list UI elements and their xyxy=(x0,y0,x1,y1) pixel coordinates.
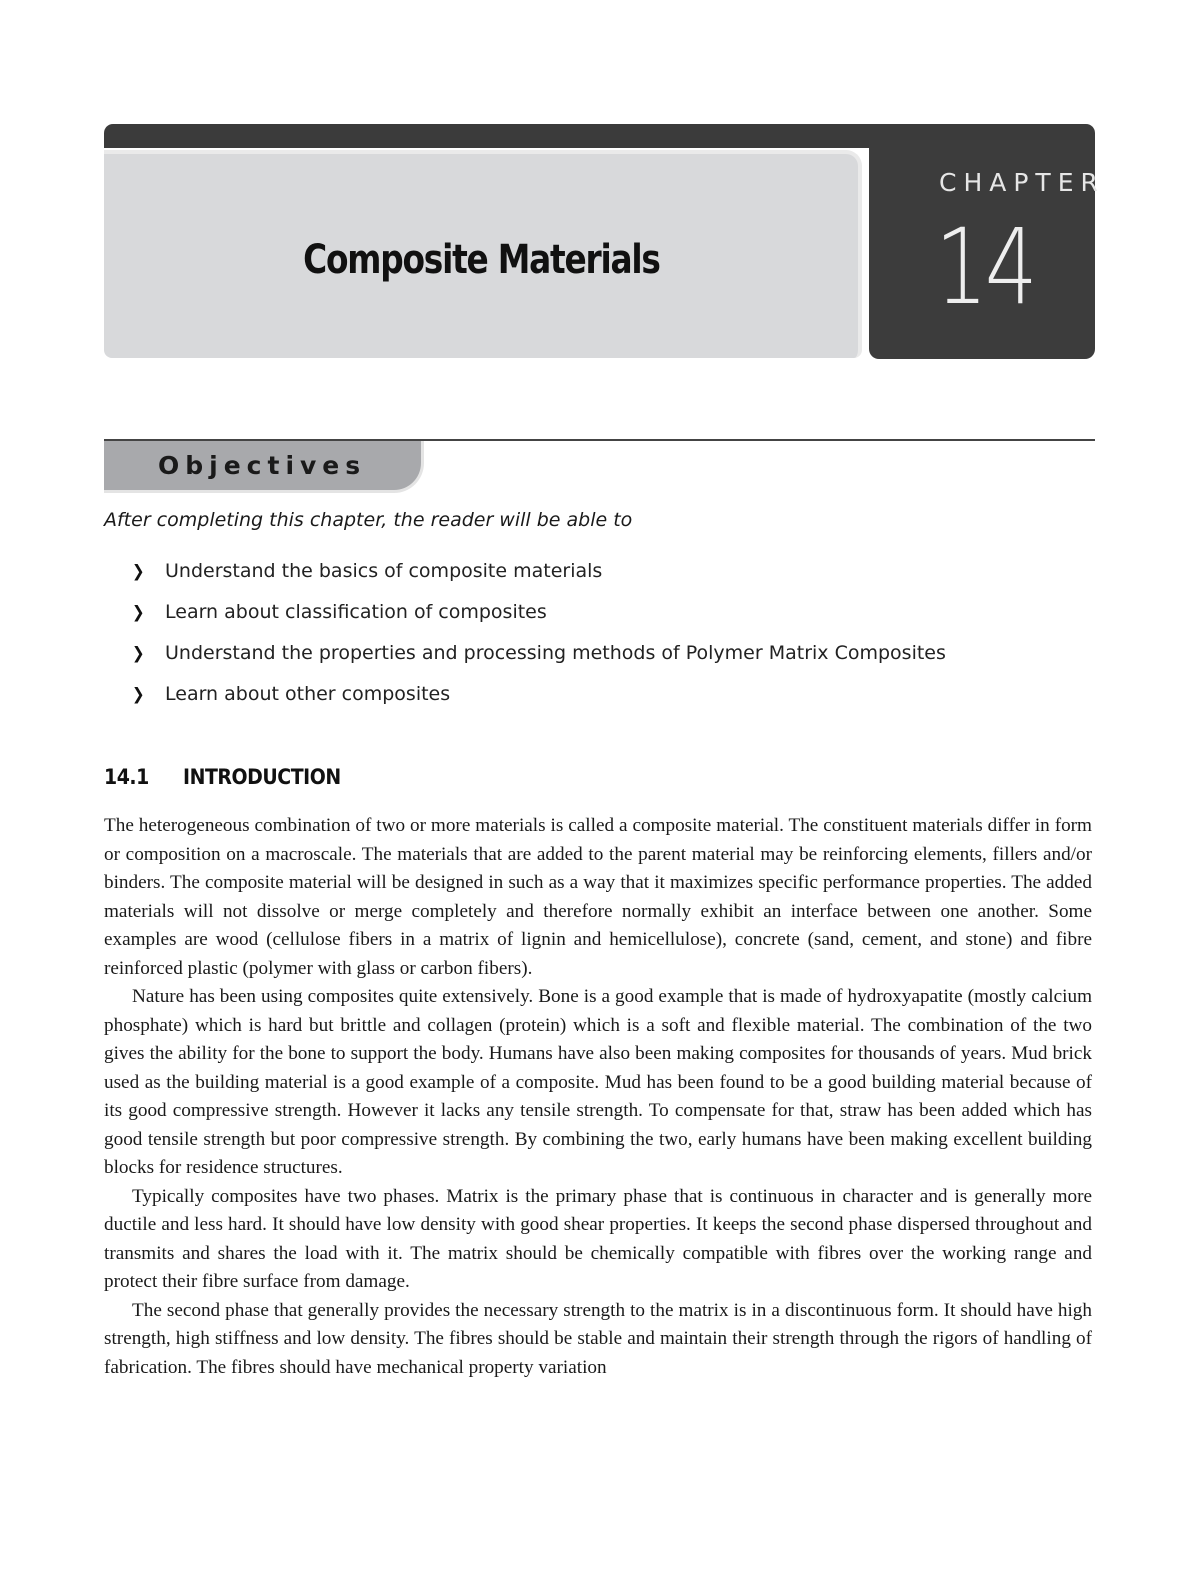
section-heading xyxy=(104,765,341,789)
chapter-number-box xyxy=(869,140,1105,359)
chapter-label: CHAPTER xyxy=(939,168,1105,197)
chapter-title-box xyxy=(104,150,862,358)
objective-item xyxy=(132,550,946,591)
objectives-intro: After completing this chapter, the reader will be able to xyxy=(104,509,633,531)
objectives-tab xyxy=(104,441,424,493)
objective-text: Learn about classification of composites xyxy=(165,600,547,623)
section-body xyxy=(104,812,1092,1382)
section-title: INTRODUCTION xyxy=(183,765,341,789)
objective-item xyxy=(132,632,946,673)
body-paragraph: Nature has been using composites quite extensively. Bone is a good example that is made of hydroxyapatite (mostly calcium phosphate) which is hard but brittle and collagen (protein) which is a soft and flexible material. The combination of the two gives the ability for the bone to support the body. Humans have also been making composites for thousands of years. Mud brick used as the building material is a good example of a composite. Mud has been found to be a good building material because of its good compressive strength. However it lacks any tensile strength. To compensate for that, straw has been added which has good tensile strength but poor compressive strength. By combining the two, early humans have been making excellent building blocks for residence structures. xyxy=(104,986,1092,1178)
objective-item xyxy=(132,591,946,632)
chevron-right-icon: ❯ xyxy=(132,601,145,622)
section-number: 14.1 xyxy=(104,765,149,789)
objective-text: Understand the properties and processing methods of Polymer Matrix Composites xyxy=(165,641,946,664)
objective-text: Learn about other composites xyxy=(165,682,451,705)
body-paragraph: Typically composites have two phases. Matrix is the primary phase that is continuous in character and is generally more ductile and less hard. It should have low density with good shear properties. It keeps the second phase dispersed throughout and transmits and shares the load with it. The matrix should be chemically compatible with fibres over the working range and protect their fibre surface from damage. xyxy=(104,1185,1092,1292)
body-paragraph: The second phase that generally provides the necessary strength to the matrix is in a discontinuous form. It should have high strength, high stiffness and low density. The fibres should be stable and maintain their strength through the rigors of handling of fabrication. The fibres should have mechanical property variation xyxy=(104,1299,1092,1378)
chevron-right-icon: ❯ xyxy=(132,683,145,704)
objectives-title: Objectives xyxy=(158,451,367,480)
objective-item xyxy=(132,673,946,714)
chevron-right-icon: ❯ xyxy=(132,560,145,581)
body-paragraph: The heterogeneous combination of two or more materials is called a composite material. The constituent materials differ in form or composition on a macroscale. The materials that are added to the parent material may be reinforcing elements, fillers and/or binders. The composite material will be designed in such as a way that it maximizes specific performance properties. The added materials will not dissolve or merge completely and therefore normally exhibit an interface between one another. Some examples are wood (cellulose fibers in a matrix of lignin and hemicellulose), concrete (sand, cement, and stone) and fibre reinforced plastic (polymer with glass or carbon fibers). xyxy=(104,815,1092,979)
chapter-title: Composite Materials xyxy=(302,237,660,283)
objective-text: Understand the basics of composite materials xyxy=(165,559,603,582)
chapter-number: 14 xyxy=(935,206,1035,328)
objectives-list xyxy=(132,550,946,714)
chevron-right-icon: ❯ xyxy=(132,642,145,663)
